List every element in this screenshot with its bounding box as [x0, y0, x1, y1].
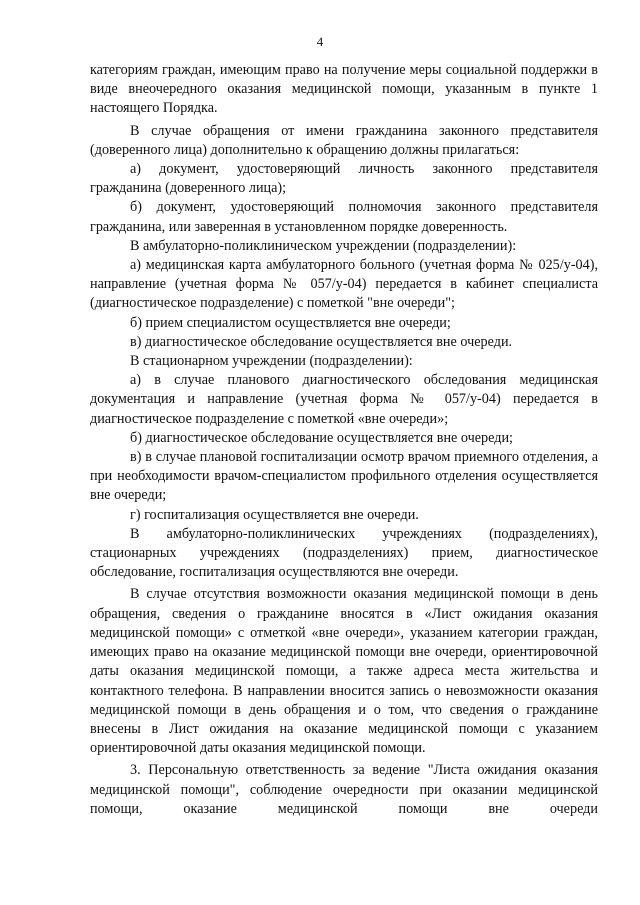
- paragraph: В случае отсутствия возможности оказания медицинской помощи в день обращения, сведения о гражданине вносятся в «Лист ожидания оказания медицинской помощи» с отметкой «вне очереди», указанием категории граждан, имеющих право на оказание медицинской помощи вне очереди, ориентировочной даты оказания медицинской помощи, а также адреса места жительства и контактного телефона. В направлении вносится запись о невозможности оказания медицинской помощи в день обращения и о том, что сведения о гражданине внесены в Лист ожидания на оказание медицинской помощи с указанием ориентировочной даты оказания медицинской помощи.: [90, 586, 598, 757]
- paragraph: г) госпитализация осуществляется вне очереди.: [130, 506, 419, 523]
- paragraph: б) документ, удостоверяющий полномочия законного представителя гражданина, или заверенная в установленном порядке доверенность.: [90, 199, 598, 235]
- paragraph: б) диагностическое обследование осуществляется вне очереди;: [130, 429, 513, 446]
- document-body: [90, 61, 598, 819]
- paragraph: В стационарном учреждении (подразделении):: [130, 353, 413, 370]
- paragraph: В случае обращения от имени гражданина законного представителя (доверенного лица) дополнительно к обращению должны прилагаться:: [90, 122, 598, 158]
- paragraph: а) документ, удостоверяющий личность законного представителя гражданина (доверенного лица);: [90, 161, 598, 197]
- paragraph: в) в случае плановой госпитализации осмотр врачом приемного отделения, а при необходимости врачом-специалистом профильного отделения осуществляется вне очереди;: [90, 449, 598, 504]
- paragraph: В амбулаторно-поликлиническом учреждении (подразделении):: [130, 237, 517, 254]
- page-number: 4: [316, 34, 324, 49]
- paragraph: категориям граждан, имеющим право на получение меры социальной поддержки в виде внеочередного оказания медицинской помощи, указанным в пункте 1 настоящего Порядка.: [90, 62, 598, 117]
- paragraph: б) прием специалистом осуществляется вне очереди;: [130, 314, 451, 331]
- paragraph: в) диагностическое обследование осуществляется вне очереди.: [130, 333, 513, 350]
- paragraph: а) медицинская карта амбулаторного больного (учетная форма № 025/у-04), направление (учетная форма № 057/у-04) передается в кабинет специалиста (диагностическое подразделение) с пометкой "вне очереди";: [90, 257, 598, 312]
- paragraph: 3. Персональную ответственность за ведение "Листа ожидания оказания медицинской помощи", соблюдение очередности при оказании медицинской помощи, оказание медицинской помощи вне очереди: [90, 762, 598, 817]
- paragraph: В амбулаторно-поликлинических учреждениях (подразделениях), стационарных учреждениях (подразделениях) прием, диагностическое обследование, госпитализация осуществляются вне очереди.: [90, 525, 598, 581]
- paragraph: а) в случае планового диагностического обследования медицинская документация и направление (учетная форма № 057/у-04) передается в диагностическое подразделение с пометкой «вне очереди»;: [90, 372, 598, 427]
